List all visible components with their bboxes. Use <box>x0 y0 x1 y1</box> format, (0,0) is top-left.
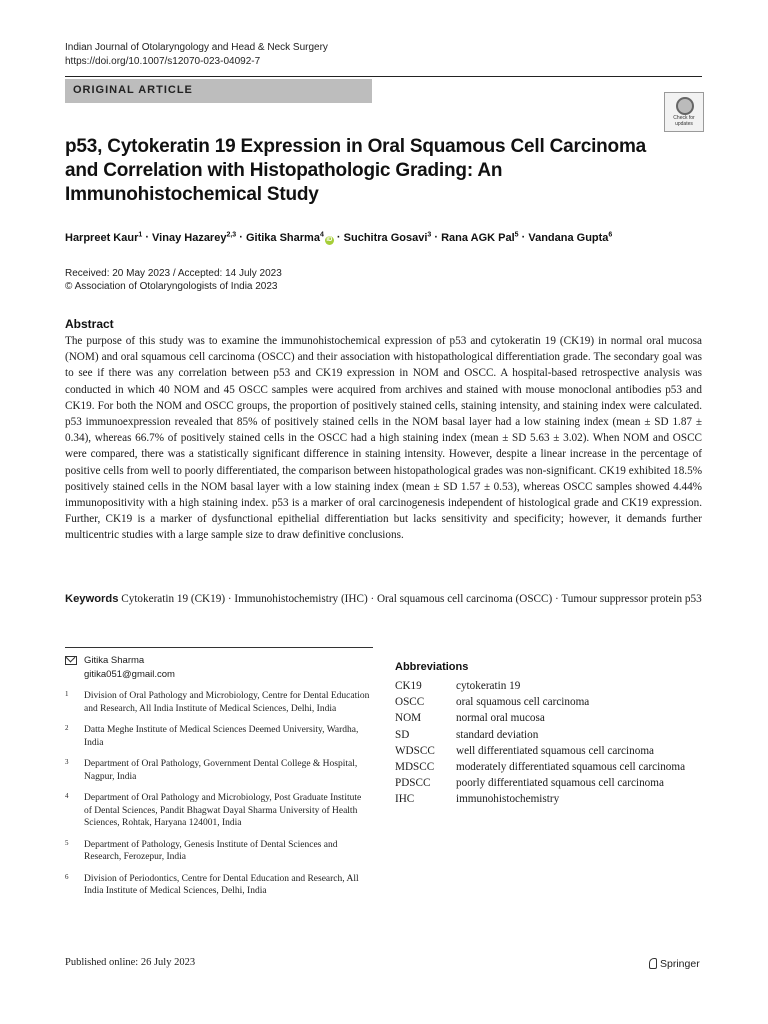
header-rule <box>65 76 702 77</box>
article-dates <box>65 267 282 293</box>
author-separator: · <box>431 231 442 244</box>
abbreviation-definition: standard deviation <box>456 728 539 741</box>
author-affiliation-number: 2,3 <box>226 231 237 238</box>
publisher-logo <box>648 958 700 970</box>
author-affiliation-number: 4 <box>319 231 324 238</box>
affiliation-number: 1 <box>65 690 69 698</box>
doi-link[interactable]: https://doi.org/10.1007/s12070-023-04092-7 <box>65 56 261 67</box>
article-title: p53, Cytokeratin 19 Expression in Oral Squamous Cell Carcinoma and Correlation with Histopathologic Grading: An Immunohistochemical Study <box>65 136 647 205</box>
bookmark-icon <box>676 97 694 115</box>
affiliation-item <box>65 792 370 830</box>
abbreviation-row <box>395 694 705 710</box>
abbreviation-term: CK19 <box>395 680 422 692</box>
published-online: Published online: 26 July 2023 <box>65 957 196 968</box>
abbreviation-definition: moderately differentiated squamous cell carcinoma <box>456 761 686 774</box>
abstract-heading: Abstract <box>65 317 114 331</box>
envelope-icon <box>65 656 77 665</box>
author-name: Suchitra Gosavi <box>343 231 428 244</box>
author-affiliation-number: 3 <box>427 231 432 238</box>
orcid-icon[interactable]: iD <box>326 236 333 243</box>
abbreviation-row <box>395 743 705 759</box>
keywords-label: Keywords <box>65 593 119 605</box>
author[interactable] <box>344 232 432 244</box>
author-affiliation-number: 6 <box>608 231 613 238</box>
abbreviation-row <box>395 791 705 807</box>
affiliation-item <box>65 839 370 864</box>
affiliation-item <box>65 873 370 898</box>
affiliation-number: 3 <box>65 758 69 766</box>
abstract-text: The purpose of this study was to examine the immunohistochemical expression of p53 and cytokeratin 19 (CK19) in normal oral mucosa (NOM) and oral squamous cell carcinoma (OSCC) and their association with histopathological differentiation grade. The secondary goal was to see if there was any correlation between p53 and CK19 expression in NOM and OSCC. A hospital-based retrospective analysis was conducted in which 40 NOM and 45 OSCC samples were acquired from archives and stained with mouse monoclonal antibodies p53 and CK19. For both the NOM and OSCC groups, the proportion of positively stained cells, staining intensity, and staining index were calculated. p53 immunoexpression revealed that 85% of positively stained cells in the NOM basal layer had a low staining index (mean ± SD 1.87 ± 0.34), whereas 66.7% of positively stained cells in the OSCC had a high staining index (mean ± SD 5.63 ± 3.02). When NOM and OSCC were compared, there was a statistically significant difference in staining intensity. However, despite a linear increase in the percentage of positive cells from well to poorly differentiated, the comparison between histopathological grades was non-significant. CK19 exhibited 18.5% positively stained cells in the NOM basal layer with a low staining index (mean ± SD 1.57 ± 0.53), whereas OSCC samples showed 4.44% immunopositivity with a high staining index. p53 is a marker of oral carcinogenesis independent of histological grade and CK19 expression. Further, CK19 is a marker of dysfunctional epithelial differentiation but lacks sensitivity and specificity; however, it demands further multicentric studies with a large sample size to draw definitive conclusions. <box>65 335 703 542</box>
abbreviations-list <box>395 678 705 808</box>
abbreviation-row <box>395 759 705 775</box>
keywords <box>65 591 702 607</box>
affiliation-item <box>65 724 370 749</box>
correspondent-name: Gitika Sharma <box>84 655 145 666</box>
abbreviation-definition: cytokeratin 19 <box>456 680 521 692</box>
check-updates-label: Check for updates <box>673 115 695 127</box>
author-separator: · <box>142 231 153 244</box>
abbreviation-row <box>395 775 705 791</box>
author-affiliation-number: 1 <box>138 231 143 238</box>
affiliation-number: 6 <box>65 872 69 881</box>
article-type: ORIGINAL ARTICLE <box>73 84 193 96</box>
check-for-updates-badge[interactable] <box>664 92 704 132</box>
affiliation-text: Department of Oral Pathology and Microbiology, Post Graduate Institute of Dental Sciences, Pandit Bhagwat Dayal Sharma University of Health Sciences, Rohtak, Haryana 124001, India <box>84 793 362 828</box>
affiliation-text: Division of Oral Pathology and Microbiology, Centre for Dental Education and Research, All India Institute of Medical Sciences, Delhi, India <box>84 691 370 714</box>
footnote-divider <box>65 647 373 648</box>
correspondent-email[interactable]: gitika051@gmail.com <box>84 669 175 680</box>
abbreviation-row <box>395 727 705 743</box>
author-separator: · <box>236 231 246 244</box>
author-separator: · <box>518 231 529 244</box>
affiliation-number: 4 <box>65 792 69 800</box>
author-name: Vandana Gupta <box>528 231 609 244</box>
journal-header <box>65 41 328 69</box>
affiliation-item <box>65 690 370 715</box>
received-accepted: Received: 20 May 2023 / Accepted: 14 July 2023 <box>65 268 282 279</box>
copyright: © Association of Otolaryngologists of India 2023 <box>65 281 278 292</box>
abbreviations-heading: Abbreviations <box>395 661 469 673</box>
abbreviation-term: NOM <box>395 712 422 725</box>
affiliation-item <box>65 758 370 783</box>
article-type-band <box>65 79 372 103</box>
author-name: Rana AGK Pal <box>441 231 515 244</box>
abbreviation-definition: well differentiated squamous cell carcinoma <box>456 744 654 757</box>
author-affiliation-number: 5 <box>514 231 519 238</box>
abbreviation-term: PDSCC <box>395 777 431 790</box>
affiliation-number: 2 <box>65 724 69 732</box>
abbreviation-definition: immunohistochemistry <box>456 793 560 806</box>
author-separator: · <box>333 231 344 244</box>
affiliation-text: Department of Oral Pathology, Government Dental College & Hospital, Nagpur, India <box>84 759 358 782</box>
affiliation-text: Datta Meghe Institute of Medical Sciences Deemed University, Wardha, India <box>84 725 359 748</box>
author-name: Vinay Hazarey <box>152 231 227 244</box>
abbreviation-definition: poorly differentiated squamous cell carcinoma <box>456 777 664 790</box>
author[interactable] <box>65 232 142 244</box>
author[interactable] <box>441 232 518 244</box>
abbreviation-term: MDSCC <box>395 761 435 774</box>
author[interactable] <box>528 232 612 244</box>
abbreviation-row <box>395 710 705 726</box>
journal-name: Indian Journal of Otolaryngology and Head & Neck Surgery <box>65 42 328 53</box>
abbreviation-term: WDSCC <box>395 744 435 757</box>
springer-horse-icon <box>648 958 657 968</box>
abbreviation-row <box>395 678 705 694</box>
author-name: Gitika Sharma <box>245 231 320 244</box>
author-name: Harpreet Kaur <box>65 231 139 244</box>
abbreviation-definition: oral squamous cell carcinoma <box>456 696 590 709</box>
affiliation-text: Division of Periodontics, Centre for Dental Education and Research, All India Institute of Medical Sciences, Delhi, India <box>84 873 359 896</box>
abbreviation-term: OSCC <box>395 696 425 709</box>
affiliations <box>65 690 370 907</box>
abbreviation-definition: normal oral mucosa <box>456 712 545 725</box>
abbreviation-term: IHC <box>395 793 415 806</box>
abbreviation-term: SD <box>395 728 410 741</box>
author-list <box>65 228 715 245</box>
keywords-text: Cytokeratin 19 (CK19) · Immunohistochemistry (IHC) · Oral squamous cell carcinoma (OSCC) · Tumour suppressor protein p53 <box>121 593 702 605</box>
author[interactable] <box>152 232 236 244</box>
affiliation-number: 5 <box>65 838 69 847</box>
author[interactable] <box>246 232 334 244</box>
publisher-name: Springer <box>660 958 700 970</box>
affiliation-text: Department of Pathology, Genesis Institute of Dental Sciences and Research, Ferozepur, India <box>84 839 338 862</box>
